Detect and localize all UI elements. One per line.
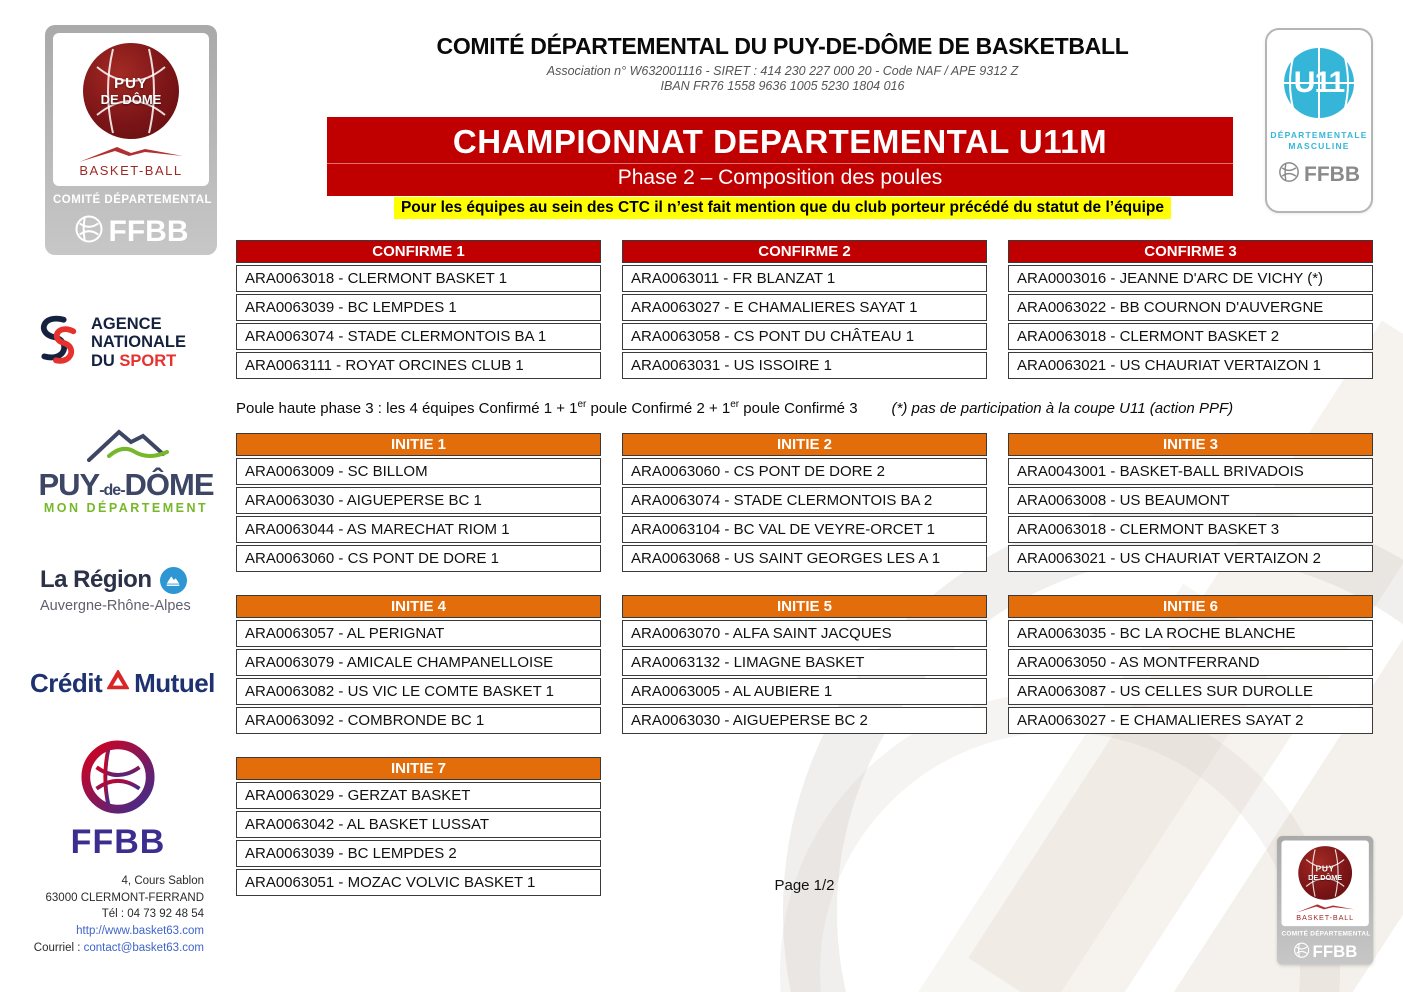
team-row: ARA0063070 - ALFA SAINT JACQUES [622,620,987,647]
team-row: ARA0063044 - AS MARECHAT RIOM 1 [236,516,601,543]
team-row: ARA0063087 - US CELLES SUR DUROLLE [1008,678,1373,705]
banner-title: CHAMPIONNAT DEPARTEMENTAL U11M [452,123,1108,160]
email-link[interactable]: contact@basket63.com [83,941,204,954]
basketball-icon: PUY DE DÔME [1298,846,1352,900]
pool-header: INITIE 3 [1008,433,1373,456]
team-row: ARA0063058 - CS PONT DU CHÂTEAU 1 [622,323,987,350]
cd63-basketball-label: BASKET-BALL [79,163,183,178]
team-row: ARA0063009 - SC BILLOM [236,458,601,485]
team-row: ARA0063074 - STADE CLERMONTOIS BA 1 [236,323,601,350]
badge-line1: DÉPARTEMENTALE [1270,130,1368,140]
pdd-de: -de- [99,482,125,499]
team-row: ARA0063011 - FR BLANZAT 1 [622,265,987,292]
pool-header: INITIE 6 [1008,595,1373,618]
ans-line2: NATIONALE [91,333,187,352]
team-row: ARA0063060 - CS PONT DE DORE 2 [622,458,987,485]
team-row: ARA0063039 - BC LEMPDES 1 [236,294,601,321]
basketball-icon [83,43,179,139]
credit-mutuel-icon [106,669,130,698]
pool-initie-3 [1008,433,1373,572]
team-row: ARA0063030 - AIGUEPERSE BC 2 [622,707,987,734]
team-row: ARA0063029 - GERZAT BASKET [236,782,601,809]
pool-initie-4 [236,595,601,734]
pool-initie-1 [236,433,601,572]
address-line2: 63000 CLERMONT-FERRAND [45,891,204,904]
team-row: ARA0063018 - CLERMONT BASKET 2 [1008,323,1373,350]
puy-de-dome-departement-logo [22,424,230,515]
page-title: COMITÉ DÉPARTEMENTAL DU PUY-DE-DÔME DE BASKETBALL [436,33,1129,59]
team-row: ARA0063021 - US CHAURIAT VERTAIZON 1 [1008,352,1373,379]
phase3-note: Poule haute phase 3 : les 4 équipes Confirmé 1 + 1er poule Confirmé 2 + 1er poule Confirmé 3 (*) pas de participation à la coupe U11 (action PPF) [236,399,1234,417]
team-row: ARA0063039 - BC LEMPDES 2 [236,840,601,867]
ffbb-ball-icon [74,214,104,249]
region-aura-logo [40,566,210,614]
pdd-main1: PUY [38,467,100,502]
u11-label: U11 [1293,66,1345,99]
pools-grid [236,240,1375,896]
team-row: ARA0063022 - BB COURNON D'AUVERGNE [1008,294,1373,321]
team-row: ARA0063082 - US VIC LE COMTE BASKET 1 [236,678,601,705]
region-title: La Région [40,566,152,593]
team-row: ARA0063030 - AIGUEPERSE BC 1 [236,487,601,514]
team-row: ARA0063074 - STADE CLERMONTOIS BA 2 [622,487,987,514]
cm-right: Mutuel [134,668,215,698]
team-row: ARA0063018 - CLERMONT BASKET 1 [236,265,601,292]
ctc-highlight-note: Pour les équipes au sein des CTC il n’est fait mention que du club porteur précédé du statut de l’équipe [394,197,1171,219]
pdd-subtitle: MON DÉPARTEMENT [43,501,209,515]
ffbb-ball-icon [1278,161,1300,188]
pool-header: INITIE 1 [236,433,601,456]
pool-header: INITIE 5 [622,595,987,618]
mountain-icon [1284,902,1367,913]
contact-links [8,923,204,956]
address-block [8,873,204,923]
cd63-dedome-label: DE DÔME [100,92,162,107]
pool-confirme-2 [622,240,987,379]
team-row: ARA0063111 - ROYAT ORCINES CLUB 1 [236,352,601,379]
team-row: ARA0063042 - AL BASKET LUSSAT [236,811,601,838]
team-row: ARA0063008 - US BEAUMONT [1008,487,1373,514]
courriel-label: Courriel : [33,941,84,954]
ppf-note: (*) pas de participation à la coupe U11 (action PPF) [891,400,1234,417]
team-row: ARA0063068 - US SAINT GEORGES LES A 1 [622,545,987,572]
cd63-puy-label: PUY [114,75,148,92]
pool-initie-7 [236,757,601,896]
u11-basketball-icon [1282,46,1356,120]
page-number: Page 1/2 [774,877,835,894]
mountain-icon [57,143,205,163]
pool-header: INITIE 7 [236,757,601,780]
cd63-committee-logo [45,25,217,255]
badge-ffbb-label: FFBB [1304,162,1360,186]
team-row: ARA0063092 - COMBRONDE BC 1 [236,707,601,734]
ffbb-ball-icon [1293,942,1310,962]
ans-line3-du: DU [91,351,120,370]
pool-confirme-3 [1008,240,1373,379]
team-row: ARA0063035 - BC LA ROCHE BLANCHE [1008,620,1373,647]
association-line: Association n° W632001116 - SIRET : 414 230 227 000 20 - Code NAF / APE 9312 Z [546,64,1019,78]
team-row: ARA0063005 - AL AUBIERE 1 [622,678,987,705]
pool-header: CONFIRME 2 [622,240,987,263]
badge-line2: MASCULINE [1288,141,1350,151]
pool-initie-2 [622,433,987,572]
team-row: ARA0063027 - E CHAMALIERES SAYAT 2 [1008,707,1373,734]
team-row: ARA0063060 - CS PONT DE DORE 1 [236,545,601,572]
team-row: ARA0063027 - E CHAMALIERES SAYAT 1 [622,294,987,321]
ans-line1: AGENCE [91,315,162,334]
address-line1: 4, Cours Sablon [121,875,204,887]
pool-header: CONFIRME 1 [236,240,601,263]
ans-line3-sport: SPORT [119,351,177,370]
team-row: ARA0063021 - US CHAURIAT VERTAIZON 2 [1008,545,1373,572]
team-row: ARA0063104 - BC VAL DE VEYRE-ORCET 1 [622,516,987,543]
team-row: ARA0063057 - AL PERIGNAT [236,620,601,647]
region-mountain-icon [160,567,187,594]
website-link[interactable]: http://www.basket63.com [76,925,204,937]
credit-mutuel-logo [30,668,215,699]
pool-header: CONFIRME 3 [1008,240,1373,263]
region-subtitle: Auvergne-Rhône-Alpes [40,598,191,614]
pool-initie-6 [1008,595,1373,734]
ffbb-ring-icon [79,803,157,820]
u11-category-badge [1265,28,1373,213]
team-row: ARA0043001 - BASKET-BALL BRIVADOIS [1008,458,1373,485]
iban-line: IBAN FR76 1558 9636 1005 5230 1804 016 [660,79,905,93]
cd63-committee-logo-small: PUY DE DÔME BASKET-BALL COMITÉ DÉPARTEMENTAL FFBB [1277,836,1373,965]
cd63-ffbb-label: FFBB [108,214,189,248]
team-row: ARA0003016 - JEANNE D'ARC DE VICHY (*) [1008,265,1373,292]
banner-subtitle: Phase 2 – Composition des poules [327,163,1233,196]
pool-confirme-1 [236,240,601,379]
pdd-mountain-icon [22,424,230,469]
pool-initie-5 [622,595,987,734]
agence-nationale-sport-logo [25,310,186,375]
pool-header: INITIE 2 [622,433,987,456]
team-row: ARA0063079 - AMICALE CHAMPANELLOISE [236,649,601,676]
ffbb-logo [58,738,178,862]
team-row: ARA0063132 - LIMAGNE BASKET [622,649,987,676]
cm-left: Crédit [30,668,103,698]
team-row: ARA0063018 - CLERMONT BASKET 3 [1008,516,1373,543]
team-row: ARA0063031 - US ISSOIRE 1 [622,352,987,379]
team-row: ARA0063051 - MOZAC VOLVIC BASKET 1 [236,869,601,896]
pdd-main2: DÔME [124,467,214,502]
team-row: ARA0063050 - AS MONTFERRAND [1008,649,1373,676]
pool-header: INITIE 4 [236,595,601,618]
championship-banner [327,117,1233,196]
ans-s-icon [25,310,83,375]
ffbb-label: FFBB [70,823,166,861]
cd63-comite-label: COMITÉ DÉPARTEMENTAL [53,194,213,206]
address-line3: Tél : 04 73 92 48 54 [101,908,204,921]
